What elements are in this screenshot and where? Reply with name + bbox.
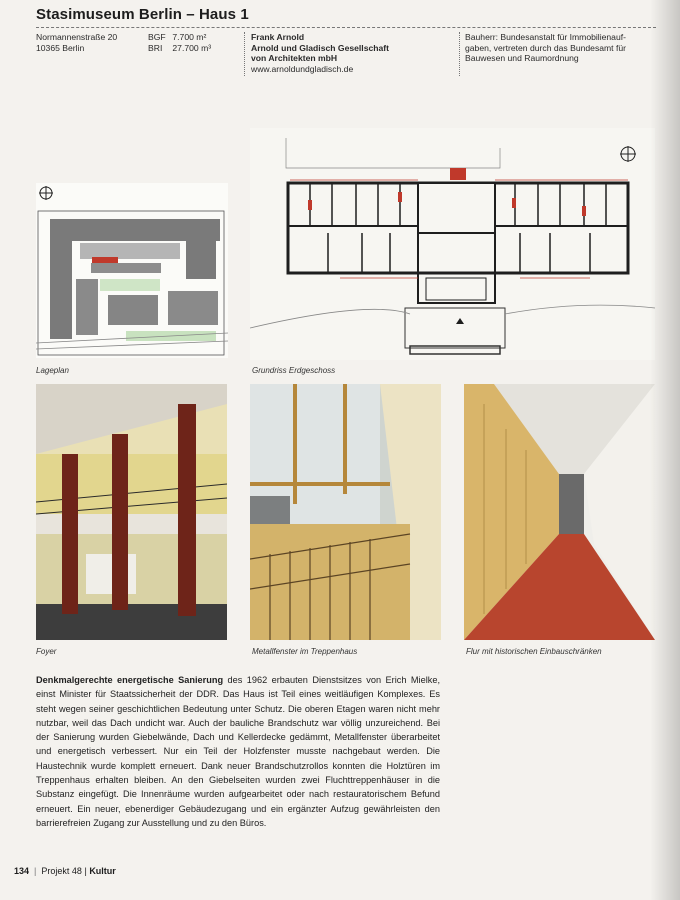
architect-firm: Arnold und Gladisch Gesellschaft bbox=[251, 42, 390, 53]
stats-block bbox=[148, 32, 211, 53]
client-block bbox=[465, 32, 626, 64]
stat-row bbox=[148, 43, 211, 54]
architect-firm-2: von Architekten mbH bbox=[251, 53, 338, 63]
corridor-caption: Flur mit historischen Einbauschränken bbox=[466, 647, 602, 656]
client-line: Bauwesen und Raumordnung bbox=[465, 53, 579, 63]
stat-label: BGF bbox=[148, 32, 166, 42]
stair-window-caption: Metallfenster im Treppenhaus bbox=[252, 647, 358, 656]
address-block bbox=[36, 32, 117, 53]
article-body bbox=[36, 673, 440, 830]
stat-value: 27.700 m³ bbox=[172, 42, 212, 53]
footer-separator: | bbox=[31, 866, 39, 876]
floor-plan-drawing bbox=[250, 128, 655, 360]
site-plan-figure bbox=[36, 183, 228, 358]
floor-plan-caption: Grundriss Erdgeschoss bbox=[252, 366, 336, 375]
foyer-image bbox=[36, 384, 227, 640]
divider bbox=[244, 32, 245, 76]
section-name: Kultur bbox=[89, 866, 116, 876]
architect-name: Frank Arnold bbox=[251, 32, 305, 42]
architect-block bbox=[251, 32, 389, 74]
architect-url[interactable]: www.arnoldundgladisch.de bbox=[251, 63, 354, 74]
client-line: Bauherr: Bundesanstalt für Immobilienauf- bbox=[465, 32, 626, 42]
stair-window-photo bbox=[250, 384, 441, 640]
stat-row bbox=[148, 32, 211, 43]
footer-separator: | bbox=[84, 866, 87, 876]
address-street: Normannenstraße 20 bbox=[36, 32, 118, 42]
address-city: 10365 Berlin bbox=[36, 42, 85, 53]
corridor-photo bbox=[464, 384, 655, 640]
page-number: 134 bbox=[14, 866, 30, 876]
site-plan-drawing bbox=[36, 183, 228, 358]
floor-plan-figure bbox=[250, 128, 655, 360]
foyer-caption: Foyer bbox=[36, 647, 57, 656]
stat-label: BRI bbox=[148, 42, 163, 53]
article-lead: Denkmalgerechte energetische Sanierung bbox=[36, 675, 224, 685]
page-footer bbox=[14, 866, 116, 876]
client-line: gaben, vertreten durch das Bundesamt für bbox=[465, 42, 626, 53]
divider bbox=[459, 32, 460, 76]
page-gutter-shadow bbox=[650, 0, 680, 900]
stair-window-image bbox=[250, 384, 441, 640]
article-text: des 1962 erbauten Dienstsitzes von Erich Mielke, einst Minister für Staatssicherheit der DDR. Das Haus ist Teil eines weitläufigen Komplexes. Es steht wegen seiner geschichtlichen Bedeutung unter Schutz. Die oberen Etagen waren nicht mehr nutzbar, weil das Dach undicht war. Auch der bauliche Brandschutz war völlig unzureichend. Bei der Sanierung wurden Giebelwände, Dach und Kellerdecke gedämmt, Metallfenster überarbeitet und energetisch verbessert. Nur ein Teil der Holzfenster musste nachgebaut werden. Die Haustechnik wurde komplett erneuert. Dank neuer Brandschutzrollos konnten die Holztüren im Treppenhaus erhalten bleiben. An den Giebelseiten wurden zwei Fluchttreppenhäuser in die Substanz eingefügt. Die Innenräume wurden aufgearbeitet oder nach restauratorischem Befund erneuert. Ein neuer, ebenerdiger Gebäudezugang und ein ergänzter Aufzug gewährleisten den barrierefreien Zugang zur Ausstellung und zu den Büros. bbox=[36, 675, 441, 828]
publication-name: Projekt 48 bbox=[41, 866, 82, 876]
corridor-image bbox=[464, 384, 655, 640]
foyer-photo bbox=[36, 384, 227, 640]
page-title: Stasimuseum Berlin – Haus 1 bbox=[36, 6, 249, 23]
site-plan-caption: Lageplan bbox=[36, 366, 69, 375]
stat-value: 7.700 m² bbox=[172, 32, 207, 42]
header-rule bbox=[36, 27, 656, 28]
